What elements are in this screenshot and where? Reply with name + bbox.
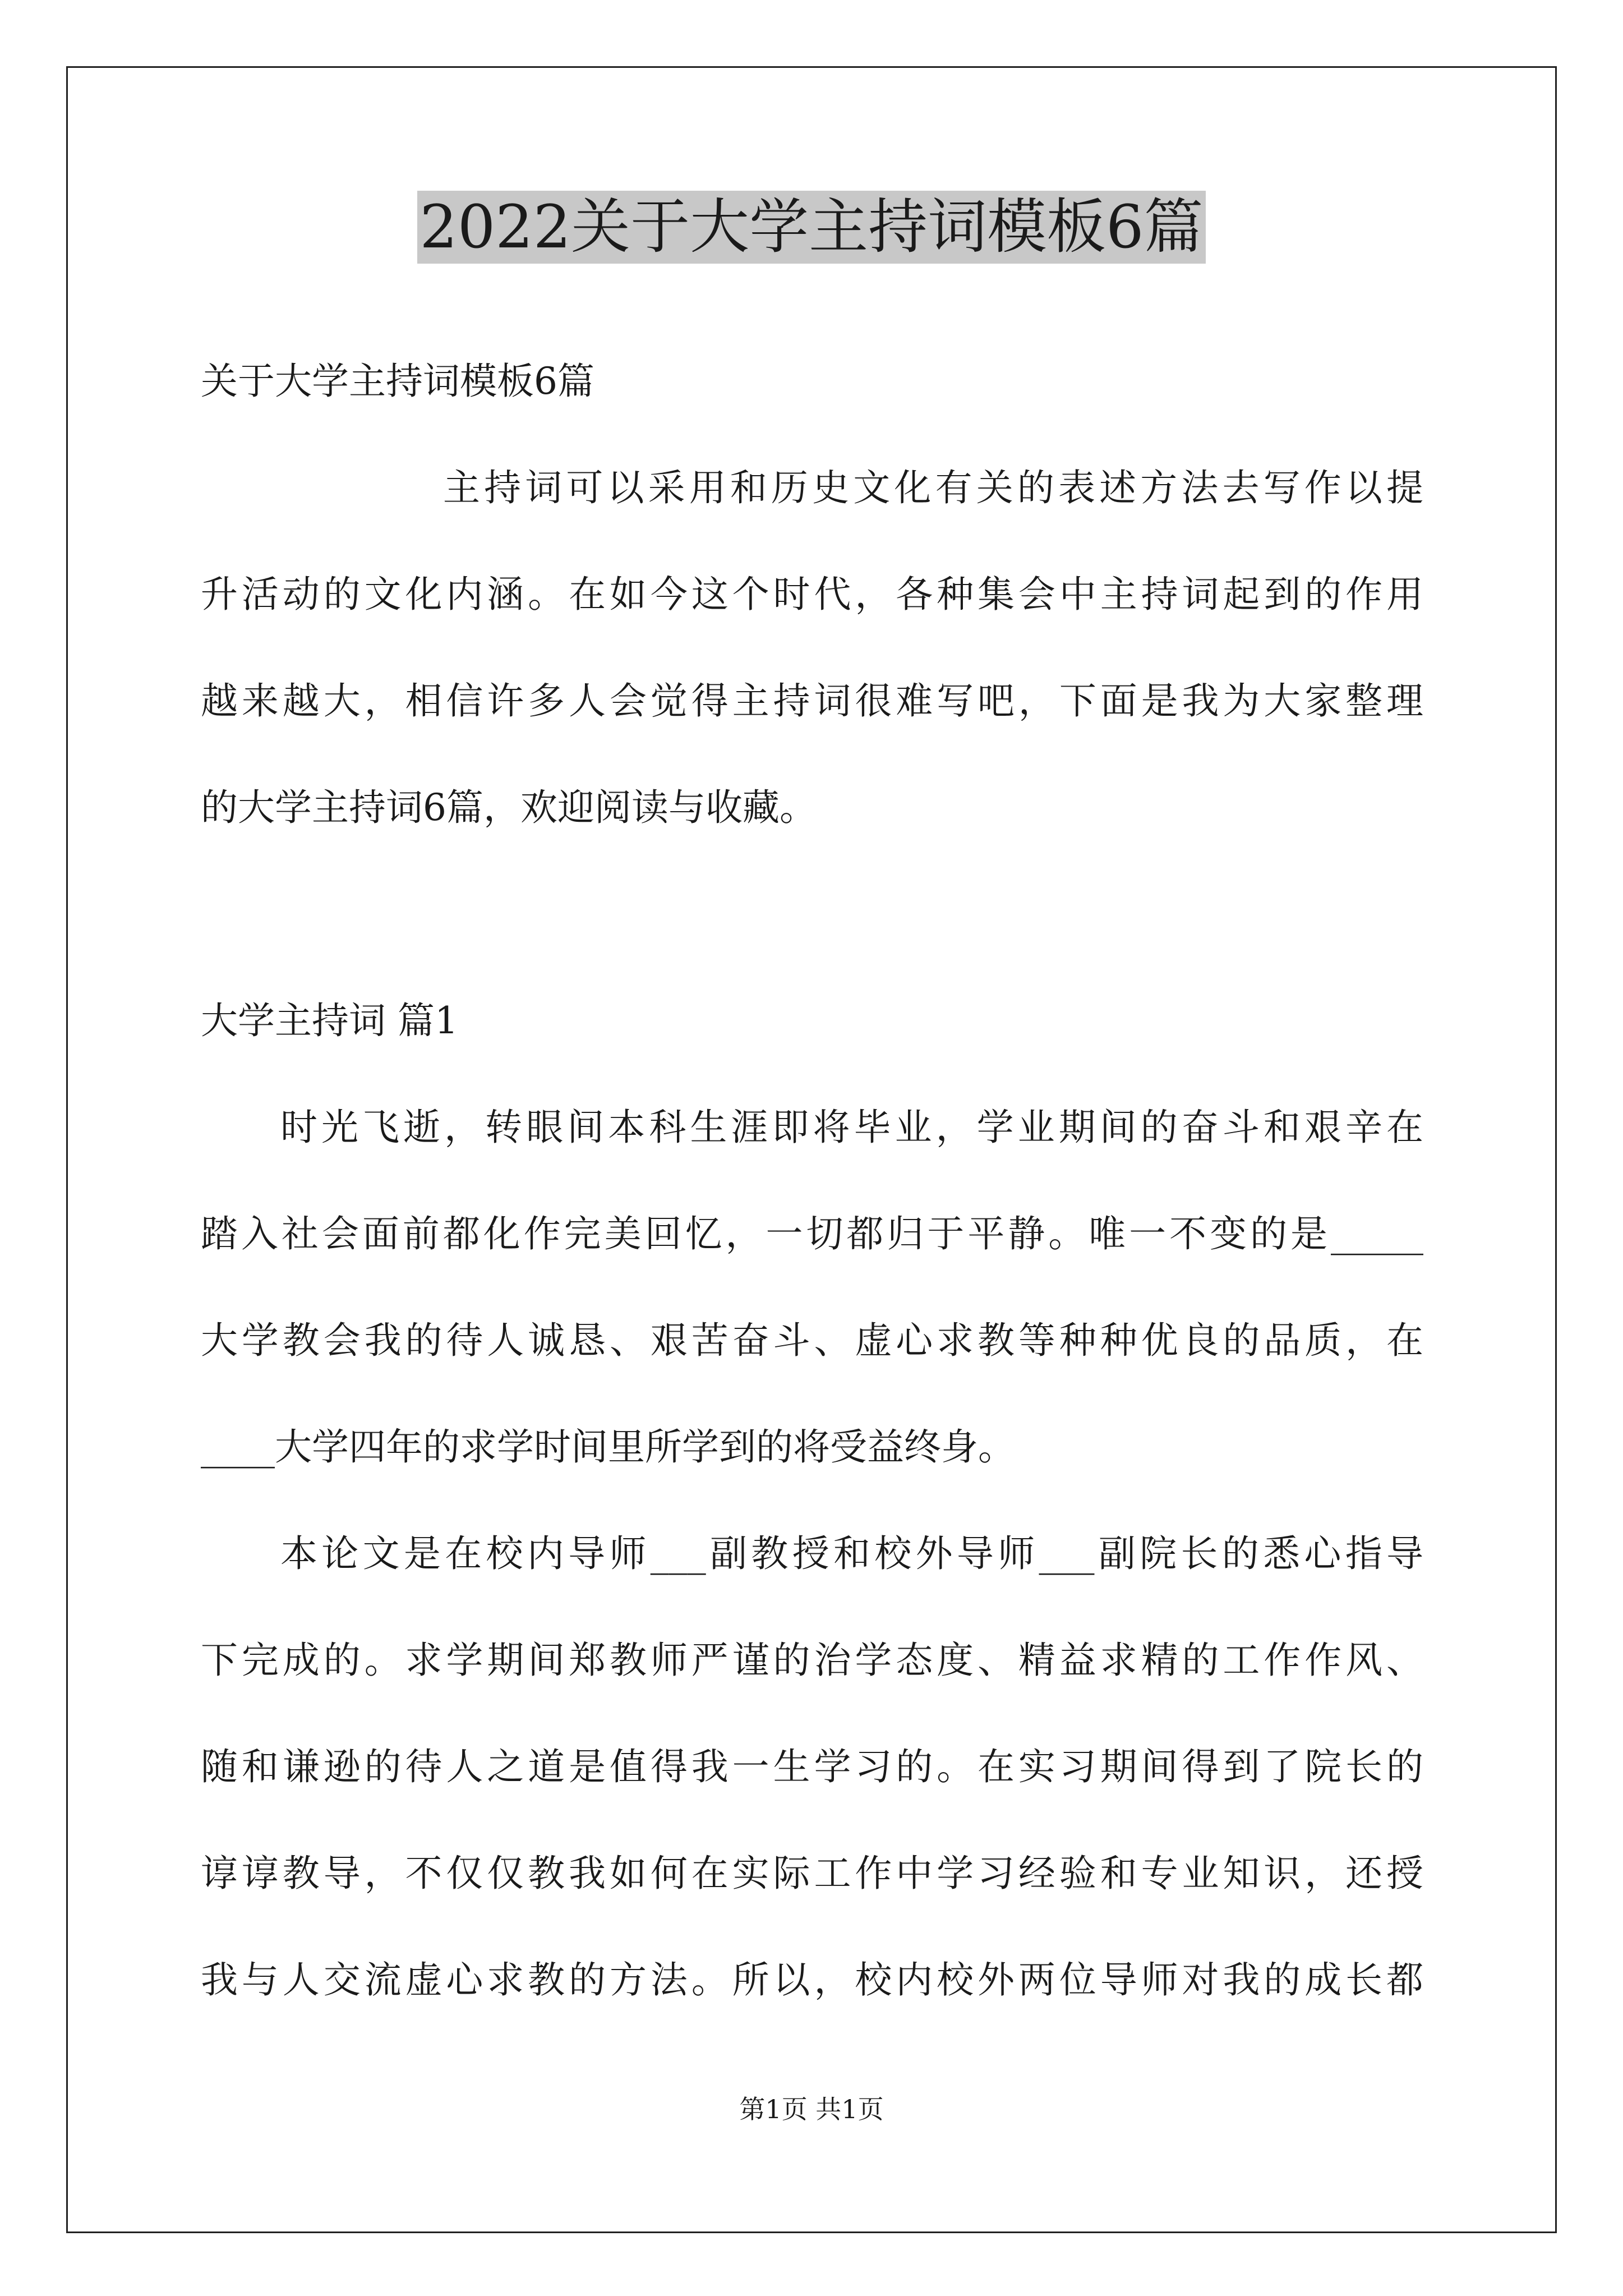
paragraph1-line-3: 大学教会我的待人诚恳、艰苦奋斗、虚心求教等种种优良的品质，在 bbox=[201, 1319, 1423, 1362]
intro-line-4: 的大学主持词6篇，欢迎阅读与收藏。 bbox=[201, 786, 817, 829]
paragraph1-line-2: 踏入社会面前都化作完美回忆，一切都归于平静。唯一不变的是_____ bbox=[201, 1212, 1423, 1255]
paragraph2-line-3: 随和谦逊的待人之道是值得我一生学习的。在实习期间得到了院长的 bbox=[201, 1745, 1423, 1788]
intro-line-2: 升活动的文化内涵。在如今这个时代，各种集会中主持词起到的作用 bbox=[201, 573, 1423, 616]
intro-line-3: 越来越大，相信许多人会觉得主持词很难写吧，下面是我为大家整理 bbox=[201, 679, 1423, 723]
paragraph2-line-5: 我与人交流虚心求教的方法。所以，校内校外两位导师对我的成长都 bbox=[201, 1958, 1423, 2001]
page-footer: 第1页 共1页 bbox=[739, 2094, 884, 2124]
document-title: 2022关于大学主持词模板6篇 bbox=[417, 191, 1205, 264]
section-heading: 大学主持词 篇1 bbox=[201, 999, 458, 1042]
paragraph2-line-1: 本论文是在校内导师___副教授和校外导师___副院长的悉心指导 bbox=[280, 1532, 1423, 1575]
paragraph2-line-4: 谆谆教导，不仅仅教我如何在实际工作中学习经验和专业知识，还授 bbox=[201, 1852, 1423, 1895]
paragraph2-line-2: 下完成的。求学期间郑教师严谨的治学态度、精益求精的工作作风、 bbox=[201, 1639, 1423, 1682]
paragraph1-line-1: 时光飞逝，转眼间本科生涯即将毕业，学业期间的奋斗和艰辛在 bbox=[280, 1106, 1423, 1149]
document-subtitle: 关于大学主持词模板6篇 bbox=[201, 360, 594, 403]
title-container bbox=[0, 191, 1623, 264]
paragraph1-line-4: ____大学四年的求学时间里所学到的将受益终身。 bbox=[201, 1425, 1015, 1469]
intro-line-1: 主持词可以采用和历史文化有关的表述方法去写作以提 bbox=[443, 466, 1423, 509]
